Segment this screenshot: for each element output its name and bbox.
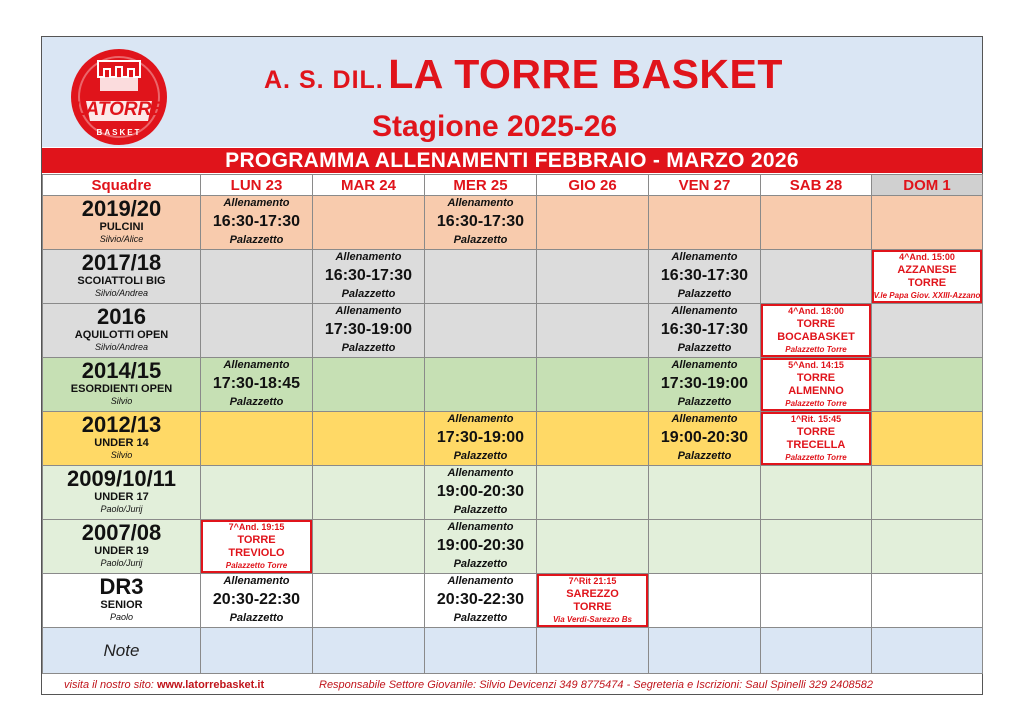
schedule-table xyxy=(42,174,983,674)
match-team-1: TORRE xyxy=(237,534,276,546)
team-name: UNDER 19 xyxy=(94,545,149,557)
training-time: 16:30-17:30 xyxy=(660,267,749,284)
match-venue: Via Verdi-Sarezzo Bs xyxy=(553,615,632,624)
logo-subtext: BASKET xyxy=(96,128,142,137)
training-cell-wed xyxy=(425,466,537,520)
notes-row xyxy=(43,628,983,674)
training-place: Palazzetto xyxy=(341,342,396,354)
empty-cell-mon xyxy=(201,412,313,466)
match-cell-mon xyxy=(201,520,313,574)
team-coach: Paolo/Jurij xyxy=(100,558,143,568)
training-label: Allenamento xyxy=(671,413,738,425)
training-label: Allenamento xyxy=(223,575,290,587)
training-cell-fri xyxy=(649,358,761,412)
col-header-teams: Squadre xyxy=(43,175,201,196)
col-header-tue: MAR 24 xyxy=(313,175,425,196)
empty-cell-sun xyxy=(872,412,983,466)
empty-cell-thu xyxy=(537,466,649,520)
empty-cell-thu xyxy=(537,304,649,358)
team-year: 2009/10/11 xyxy=(67,466,176,491)
training-place: Palazzetto xyxy=(677,450,732,462)
empty-cell-thu xyxy=(537,520,649,574)
match-team-1: TORRE xyxy=(796,372,836,384)
empty-cell-wed xyxy=(425,304,537,358)
match-venue: V.le Papa Giov. XXIII-Azzano xyxy=(873,291,981,300)
match-team-2: BOCABASKET xyxy=(777,331,855,343)
training-place: Palazzetto xyxy=(677,396,732,408)
team-year: 2016 xyxy=(97,304,146,329)
footer xyxy=(42,675,982,695)
col-header-wed: MER 25 xyxy=(425,175,537,196)
training-label: Allenamento xyxy=(335,251,402,263)
schedule-sheet xyxy=(41,36,983,695)
match-venue: Palazzetto Torre xyxy=(785,345,847,354)
training-label: Allenamento xyxy=(447,413,514,425)
match-team-1: TORRE xyxy=(796,426,836,438)
team-coach: Silvio xyxy=(110,396,133,406)
team-year: 2019/20 xyxy=(81,196,162,221)
notes-cell xyxy=(872,628,983,674)
notes-cell xyxy=(537,628,649,674)
team-coach: Silvio/Andrea xyxy=(94,342,149,352)
program-banner: PROGRAMMA ALLENAMENTI FEBBRAIO - MARZO 2026 xyxy=(42,148,982,173)
empty-cell-thu xyxy=(537,196,649,250)
team-name: SCOIATTOLI BIG xyxy=(77,275,166,287)
empty-cell-thu xyxy=(537,358,649,412)
training-cell-mon xyxy=(201,196,313,250)
team-row xyxy=(43,412,983,466)
empty-cell-wed xyxy=(425,358,537,412)
empty-cell-tue xyxy=(313,196,425,250)
training-place: Palazzetto xyxy=(229,612,284,624)
empty-cell-tue xyxy=(313,466,425,520)
training-label: Allenamento xyxy=(671,359,738,371)
match-team-2: TRECELLA xyxy=(786,439,846,451)
team-cell xyxy=(43,196,201,250)
empty-cell-fri xyxy=(649,520,761,574)
training-label: Allenamento xyxy=(447,575,514,587)
match-round: 7^Rit 21:15 xyxy=(568,576,617,586)
team-cell xyxy=(43,520,201,574)
training-place: Palazzetto xyxy=(677,342,732,354)
training-time: 19:00-20:30 xyxy=(436,483,525,500)
team-year: 2014/15 xyxy=(81,358,162,383)
club-logo xyxy=(60,43,178,147)
footer-visit-text: visita il nostro sito: xyxy=(64,679,154,691)
footer-contacts: Responsabile Settore Giovanile: Silvio Devicenzi 349 8775474 - Segreteria e Iscrizioni: Saul Spinelli 329 2408582 xyxy=(319,679,874,691)
footer-visit xyxy=(64,675,264,695)
match-team-1: TORRE xyxy=(796,318,836,330)
team-name: UNDER 14 xyxy=(94,437,149,449)
empty-cell-sat xyxy=(761,196,872,250)
team-year: DR3 xyxy=(99,574,144,599)
training-cell-fri xyxy=(649,412,761,466)
training-time: 16:30-17:30 xyxy=(436,213,525,230)
training-label: Allenamento xyxy=(671,251,738,263)
match-venue: Palazzetto Torre xyxy=(785,453,847,462)
team-year: 2017/18 xyxy=(81,250,162,275)
empty-cell-sat xyxy=(761,520,872,574)
training-place: Palazzetto xyxy=(453,234,508,246)
training-label: Allenamento xyxy=(671,305,738,317)
match-team-2: TORRE xyxy=(907,277,947,289)
team-cell xyxy=(43,574,201,628)
empty-cell-sat xyxy=(761,250,872,304)
training-time: 20:30-22:30 xyxy=(436,591,525,608)
training-time: 17:30-18:45 xyxy=(212,375,301,392)
training-time: 19:00-20:30 xyxy=(436,537,525,554)
training-time: 16:30-17:30 xyxy=(660,321,749,338)
match-venue: Palazzetto Torre xyxy=(225,561,288,570)
empty-cell-fri xyxy=(649,196,761,250)
training-time: 16:30-17:30 xyxy=(212,213,301,230)
notes-label: Note xyxy=(103,641,140,660)
match-team-2: TORRE xyxy=(573,601,612,613)
org-prefix: A. S. DIL. xyxy=(264,66,384,94)
training-cell-wed xyxy=(425,196,537,250)
match-team-1: AZZANESE xyxy=(897,264,957,276)
training-place: Palazzetto xyxy=(453,504,508,516)
empty-cell-sun xyxy=(872,574,983,628)
empty-cell-mon xyxy=(201,466,313,520)
team-coach: Silvio xyxy=(110,450,133,460)
header-row xyxy=(43,175,983,196)
training-label: Allenamento xyxy=(223,197,290,209)
team-year: 2007/08 xyxy=(81,520,162,545)
training-label: Allenamento xyxy=(223,359,290,371)
match-team-1: SAREZZO xyxy=(566,588,619,600)
empty-cell-thu xyxy=(537,412,649,466)
training-time: 19:00-20:30 xyxy=(660,429,749,446)
empty-cell-sun xyxy=(872,358,983,412)
col-header-fri: VEN 27 xyxy=(649,175,761,196)
col-header-sat: SAB 28 xyxy=(761,175,872,196)
team-name: AQUILOTTI OPEN xyxy=(74,329,169,341)
training-label: Allenamento xyxy=(447,197,514,209)
match-cell-sat xyxy=(761,304,872,358)
team-cell xyxy=(43,412,201,466)
team-coach: Silvio/Alice xyxy=(99,234,144,244)
team-row xyxy=(43,250,983,304)
match-team-2: ALMENNO xyxy=(788,385,844,397)
training-place: Palazzetto xyxy=(453,558,508,570)
training-cell-mon xyxy=(201,574,313,628)
empty-cell-wed xyxy=(425,250,537,304)
match-cell-thu xyxy=(537,574,649,628)
empty-cell-tue xyxy=(313,358,425,412)
header xyxy=(42,37,982,147)
empty-cell-sat xyxy=(761,574,872,628)
training-cell-fri xyxy=(649,250,761,304)
training-cell-mon xyxy=(201,358,313,412)
training-place: Palazzetto xyxy=(229,234,284,246)
match-round: 4^And. 18:00 xyxy=(788,306,844,316)
training-label: Allenamento xyxy=(447,521,514,533)
notes-cell xyxy=(425,628,537,674)
season-title: Stagione 2025-26 xyxy=(372,110,618,143)
training-cell-wed xyxy=(425,412,537,466)
team-cell xyxy=(43,358,201,412)
training-cell-wed xyxy=(425,520,537,574)
col-header-mon: LUN 23 xyxy=(201,175,313,196)
team-year: 2012/13 xyxy=(81,412,162,437)
match-round: 7^And. 19:15 xyxy=(228,522,285,532)
team-name: ESORDIENTI OPEN xyxy=(70,383,173,395)
training-cell-tue xyxy=(313,304,425,358)
team-row xyxy=(43,304,983,358)
training-time: 17:30-19:00 xyxy=(660,375,749,392)
training-time: 16:30-17:30 xyxy=(324,267,413,284)
empty-cell-tue xyxy=(313,412,425,466)
training-place: Palazzetto xyxy=(453,450,508,462)
training-time: 20:30-22:30 xyxy=(212,591,301,608)
match-round: 4^And. 15:00 xyxy=(899,252,955,262)
team-name: UNDER 17 xyxy=(94,491,149,503)
notes-label-cell xyxy=(43,628,201,674)
notes-cell xyxy=(201,628,313,674)
match-cell-sat xyxy=(761,412,872,466)
org-title xyxy=(264,51,904,98)
training-label: Allenamento xyxy=(335,305,402,317)
training-cell-tue xyxy=(313,250,425,304)
empty-cell-mon xyxy=(201,250,313,304)
org-name: LA TORRE BASKET xyxy=(388,51,783,97)
match-team-2: TREVIOLO xyxy=(228,547,285,559)
team-row xyxy=(43,574,983,628)
empty-cell-sat xyxy=(761,466,872,520)
empty-cell-fri xyxy=(649,466,761,520)
match-cell-sun xyxy=(872,250,983,304)
empty-cell-fri xyxy=(649,574,761,628)
training-place: Palazzetto xyxy=(677,288,732,300)
match-round: 5^And. 14:15 xyxy=(788,360,844,370)
empty-cell-mon xyxy=(201,304,313,358)
training-time: 17:30-19:00 xyxy=(436,429,525,446)
training-cell-wed xyxy=(425,574,537,628)
team-cell xyxy=(43,250,201,304)
team-row xyxy=(43,196,983,250)
notes-cell xyxy=(313,628,425,674)
col-header-sun: DOM 1 xyxy=(872,175,983,196)
empty-cell-sun xyxy=(872,466,983,520)
empty-cell-sun xyxy=(872,304,983,358)
match-venue: Palazzetto Torre xyxy=(785,399,847,408)
empty-cell-tue xyxy=(313,520,425,574)
team-row xyxy=(43,358,983,412)
footer-site-link[interactable]: www.latorrebasket.it xyxy=(156,679,265,691)
team-name: PULCINI xyxy=(99,221,144,233)
team-row xyxy=(43,520,983,574)
team-cell xyxy=(43,466,201,520)
team-cell xyxy=(43,304,201,358)
team-coach: Silvio/Andrea xyxy=(94,288,149,298)
col-header-thu: GIO 26 xyxy=(537,175,649,196)
training-label: Allenamento xyxy=(447,467,514,479)
team-name: SENIOR xyxy=(100,599,143,611)
team-coach: Paolo/Jurij xyxy=(100,504,143,514)
team-coach: Paolo xyxy=(109,612,134,622)
team-row xyxy=(43,466,983,520)
empty-cell-thu xyxy=(537,250,649,304)
training-cell-fri xyxy=(649,304,761,358)
training-place: Palazzetto xyxy=(229,396,284,408)
training-time: 17:30-19:00 xyxy=(324,321,413,338)
training-place: Palazzetto xyxy=(341,288,396,300)
match-cell-sat xyxy=(761,358,872,412)
training-place: Palazzetto xyxy=(453,612,508,624)
logo-text: LATORRE xyxy=(73,99,165,120)
empty-cell-tue xyxy=(313,574,425,628)
match-round: 1^Rit. 15:45 xyxy=(790,414,842,424)
notes-cell xyxy=(649,628,761,674)
empty-cell-sun xyxy=(872,196,983,250)
empty-cell-sun xyxy=(872,520,983,574)
notes-cell xyxy=(761,628,872,674)
